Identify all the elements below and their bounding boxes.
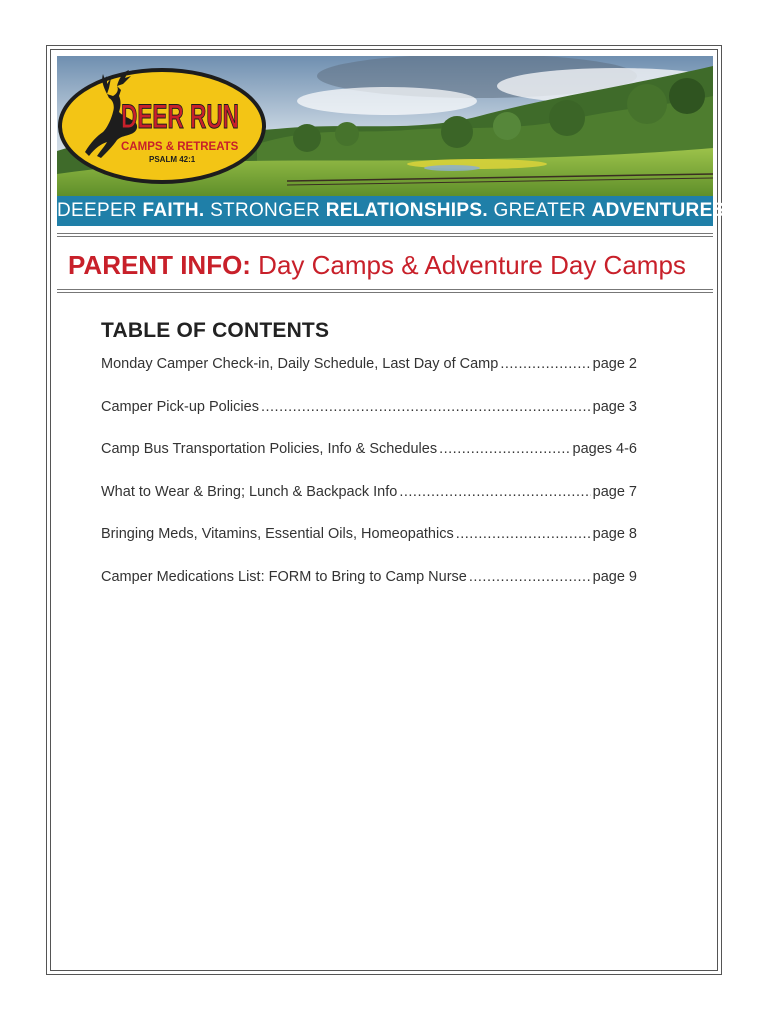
toc-item[interactable]: [101, 484, 637, 527]
toc-item-page: pages 4-6: [572, 441, 637, 458]
toc-item-page: page 7: [592, 483, 637, 500]
toc-item-label: Camp Bus Transportation Policies, Info & Schedules: [101, 441, 438, 458]
toc-item-label: What to Wear & Bring; Lunch & Backpack Info: [101, 483, 398, 500]
tagline-bold: ADVENTURES.: [591, 200, 732, 221]
landscape-photo: [57, 56, 713, 196]
tagline-bar: [57, 196, 732, 226]
logo-verse: PSALM 42:1: [149, 155, 196, 164]
divider-bottom: [57, 289, 713, 293]
table-of-contents: [101, 356, 637, 612]
toc-item[interactable]: [101, 569, 637, 612]
logo-name: DEER RUN: [121, 98, 239, 136]
toc-item-page: page 9: [592, 568, 637, 585]
toc-item-page: page 8: [592, 526, 637, 543]
toc-item[interactable]: [101, 441, 637, 484]
tagline-bold: RELATIONSHIPS.: [325, 200, 488, 221]
page-title: [68, 248, 708, 282]
toc-item-label: Camper Medications List: FORM to Bring to Camp Nurse: [101, 568, 467, 585]
toc-heading: TABLE OF CONTENTS: [101, 319, 330, 342]
toc-item-label: Bringing Meds, Vitamins, Essential Oils, Homeopathics: [101, 526, 454, 543]
toc-item-label: Camper Pick-up Policies: [101, 398, 259, 415]
toc-item[interactable]: [101, 356, 637, 399]
tagline-text: DEEPER: [57, 200, 143, 221]
page-title-prefix: PARENT INFO:: [68, 250, 251, 280]
toc-item[interactable]: [101, 526, 637, 569]
toc-leader: [261, 399, 591, 415]
tagline-text: GREATER: [487, 200, 592, 221]
toc-leader: [456, 526, 591, 542]
tagline-bold: FAITH.: [142, 200, 205, 221]
deer-run-logo: [58, 68, 266, 184]
toc-leader: [439, 441, 570, 457]
toc-item-page: page 2: [592, 356, 637, 372]
toc-item-label: Monday Camper Check-in, Daily Schedule, Last Day of Camp: [101, 356, 499, 372]
toc-leader: [469, 569, 591, 585]
header-banner: [57, 56, 713, 196]
tagline-text: STRONGER: [204, 200, 326, 221]
page-title-text: Day Camps & Adventure Day Camps: [250, 250, 686, 280]
divider-top: [57, 233, 713, 237]
logo-subtitle: CAMPS & RETREATS: [121, 141, 239, 153]
toc-item-page: page 3: [592, 398, 637, 415]
toc-leader: [399, 484, 590, 500]
toc-item[interactable]: [101, 399, 637, 442]
toc-leader: [500, 356, 590, 372]
